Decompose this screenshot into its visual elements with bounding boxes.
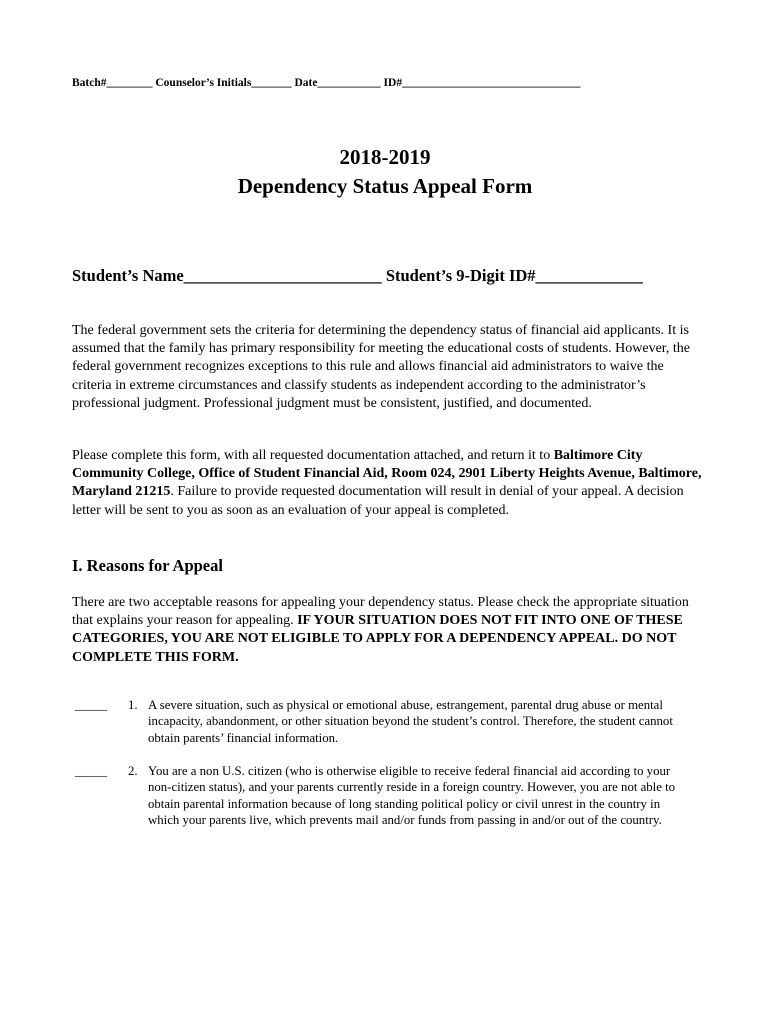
eligibility-warning: IF YOUR SITUATION DOES NOT FIT INTO ONE OF THESE CATEGORIES, YOU ARE NOT ELIGIBLE TO APPLY FOR A DEPENDENCY APPEAL. DO NOT COMPLETE THIS FORM. bbox=[72, 613, 683, 665]
instructions-lead: Please complete this form, with all requested documentation attached, and return it to bbox=[72, 448, 554, 463]
reasons-lead: There are two acceptable reasons for appealing your dependency status. Please check the appropriate situation that explains your reason for appealing. bbox=[72, 595, 689, 629]
instructions-paragraph bbox=[72, 447, 702, 520]
reason-text: You are a non U.S. citizen (who is otherwise eligible to receive federal financial aid according to your non-citizen status), and your parents currently reside in a foreign country. However, you are not able to obtain parental information because of long standing political policy or civil unrest in the country in which your parents live, which prevents mail and/or funds from passing in and/or out of the country. bbox=[148, 764, 676, 827]
reason-number: 2. bbox=[128, 764, 138, 778]
reason-number: 1. bbox=[128, 698, 138, 712]
student-id-field[interactable]: Student’s 9-Digit ID#_____________ bbox=[385, 266, 643, 285]
form-name: Dependency Status Appeal Form bbox=[237, 174, 533, 198]
return-address: Baltimore City Community College, Office of Student Financial Aid, Room 024, 2901 Liberty Heights Avenue, Baltimore, Maryland 21215 bbox=[72, 448, 702, 500]
reason-text: A severe situation, such as physical or emotional abuse, estrangement, parental drug abuse or mental incapacity, abandonment, or other situation beyond the student’s control. Therefore, the student cannot obtain parents’ financial information. bbox=[148, 698, 673, 745]
office-use-header: Batch#________ Counselor’s Initials_______ Date___________ ID#_______________________________ bbox=[72, 77, 581, 89]
student-info-line bbox=[72, 266, 643, 286]
student-name-field[interactable]: Student’s Name________________________ bbox=[72, 266, 382, 285]
form-title bbox=[0, 143, 770, 201]
reason-checkbox-blank[interactable]: _____ bbox=[75, 698, 107, 712]
section-heading-reasons: I. Reasons for Appeal bbox=[72, 556, 223, 575]
instructions-tail: . Failure to provide requested documentation will result in denial of your appeal. A decision letter will be sent to you as soon as an evaluation of your appeal is completed. bbox=[72, 484, 684, 518]
form-year: 2018-2019 bbox=[339, 145, 431, 169]
reason-checkbox-blank[interactable]: _____ bbox=[75, 764, 107, 778]
intro-paragraph: The federal government sets the criteria for determining the dependency status of financial aid applicants. It is assumed that the family has primary responsibility for meeting the educational costs of students. However, the federal government recognizes exceptions to this rule and allows financial aid administrators to waive the criteria in extreme circumstances and classify students as independent according to the administrator’s professional judgment. Professional judgment must be consistent, justified, and documented. bbox=[72, 323, 691, 411]
reasons-intro-paragraph bbox=[72, 594, 702, 667]
